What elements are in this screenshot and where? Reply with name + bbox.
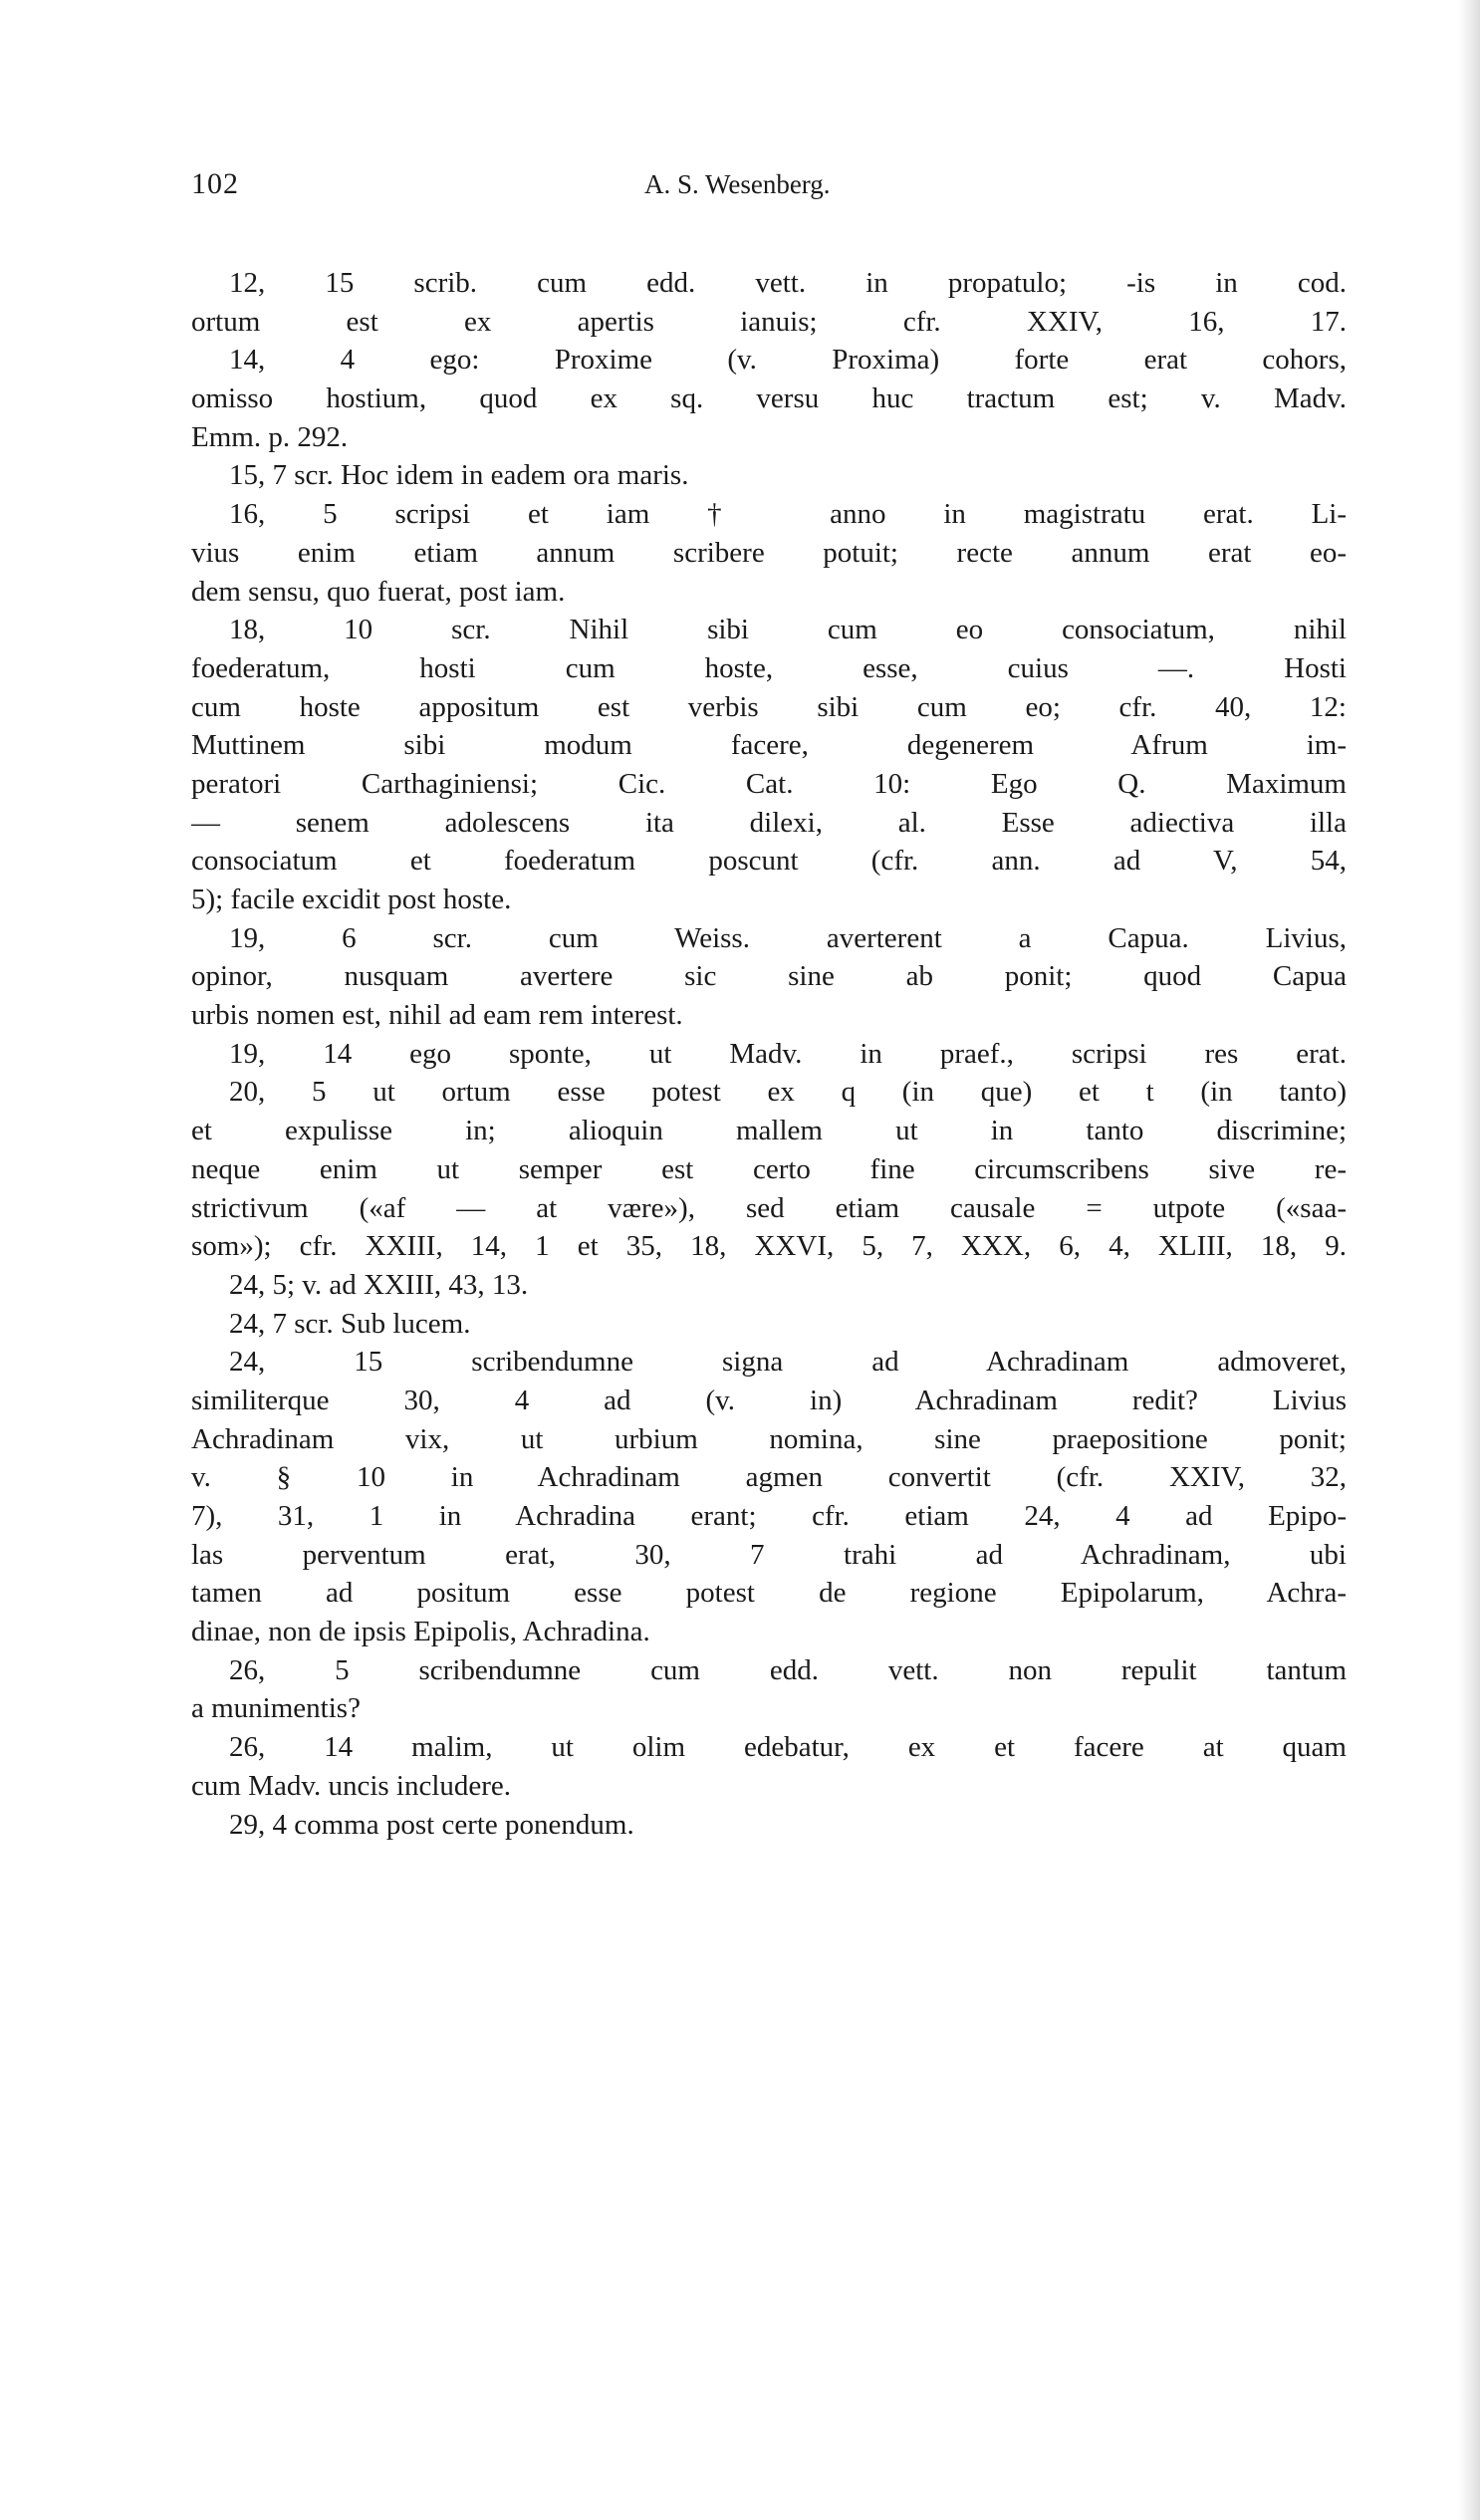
text-line: 5); facile excidit post hoste. bbox=[191, 883, 512, 915]
text-line: som»); cfr. XXIII, 14, 1 et 35, 18, XXVI, 5, 7, XXX, 6, 4, XLIII, 18, 9. bbox=[191, 1230, 1347, 1263]
text-line: 24, 7 scr. Sub lucem. bbox=[229, 1307, 471, 1340]
text-line: 16, 5 scripsi et iam † anno in magistratu erat. Li- bbox=[229, 498, 1347, 531]
page-edge-shadow bbox=[1458, 0, 1480, 2520]
text-line: 26, 14 malim, ut olim edebatur, ex et facere at quam bbox=[229, 1731, 1347, 1764]
text-line: a munimentis? bbox=[191, 1692, 361, 1725]
text-line: consociatum et foederatum poscunt (cfr. ann. ad V, 54, bbox=[191, 845, 1347, 878]
text-line: opinor, nusquam avertere sic sine ab ponit; quod Capua bbox=[191, 960, 1347, 993]
text-line: et expulisse in; alioquin mallem ut in tanto discrimine; bbox=[191, 1115, 1347, 1147]
text-line: Muttinem sibi modum facere, degenerem Afrum im- bbox=[191, 729, 1347, 762]
text-line: 15, 7 scr. Hoc idem in eadem ora maris. bbox=[229, 459, 689, 492]
text-line: similiterque 30, 4 ad (v. in) Achradinam redit? Livius bbox=[191, 1384, 1347, 1416]
text-line: v. § 10 in Achradinam agmen convertit (cfr. XXIV, 32, bbox=[191, 1461, 1347, 1494]
text-line: dinae, non de ipsis Epipolis, Achradina. bbox=[191, 1616, 650, 1648]
text-line: 18, 10 scr. Nihil sibi cum eo consociatum, nihil bbox=[229, 614, 1347, 646]
page-number: 102 bbox=[191, 167, 239, 200]
text-line: urbis nomen est, nihil ad eam rem interest. bbox=[191, 999, 683, 1032]
text-line: omisso hostium, quod ex sq. versu huc tractum est; v. Madv. bbox=[191, 382, 1347, 415]
text-line: vius enim etiam annum scribere potuit; recte annum erat eo- bbox=[191, 536, 1347, 569]
text-line: 24, 15 scribendumne signa ad Achradinam admoveret, bbox=[229, 1346, 1347, 1379]
text-line: tamen ad positum esse potest de regione Epipolarum, Achra- bbox=[191, 1577, 1347, 1610]
text-line: — senem adolescens ita dilexi, al. Esse adiectiva illa bbox=[191, 806, 1347, 839]
text-line: 12, 15 scrib. cum edd. vett. in propatulo; -is in cod. bbox=[229, 267, 1347, 299]
text-line: cum Madv. uncis includere. bbox=[191, 1769, 512, 1802]
text-line: dem sensu, quo fuerat, post iam. bbox=[191, 575, 566, 608]
page-header bbox=[191, 167, 1347, 207]
text-line: ortum est ex apertis ianuis; cfr. XXIV, 16, 17. bbox=[191, 305, 1347, 338]
text-line: Achradinam vix, ut urbium nomina, sine praepositione ponit; bbox=[191, 1422, 1347, 1455]
text-line: 26, 5 scribendumne cum edd. vett. non repulit tantum bbox=[229, 1653, 1347, 1686]
text-line: 7), 31, 1 in Achradina erant; cfr. etiam 24, 4 ad Epipo- bbox=[191, 1500, 1347, 1532]
text-line: 29, 4 comma post certe ponendum. bbox=[229, 1808, 634, 1841]
text-line: Emm. p. 292. bbox=[191, 420, 349, 453]
text-line: peratori Carthaginiensi; Cic. Cat. 10: Ego Q. Maximum bbox=[191, 767, 1347, 800]
commentary-text bbox=[191, 264, 1347, 1844]
text-line: las perventum erat, 30, 7 trahi ad Achradinam, ubi bbox=[191, 1538, 1347, 1571]
text-line: 24, 5; v. ad XXIII, 43, 13. bbox=[229, 1268, 529, 1301]
text-line: strictivum («af — at være»), sed etiam causale = utpote («saa- bbox=[191, 1191, 1347, 1224]
text-line: 19, 6 scr. cum Weiss. averterent a Capua. Livius, bbox=[229, 921, 1347, 954]
text-line: 19, 14 ego sponte, ut Madv. in praef., scripsi res erat. bbox=[229, 1037, 1347, 1070]
text-line: foederatum, hosti cum hoste, esse, cuius —. Hosti bbox=[191, 651, 1347, 684]
text-line: neque enim ut semper est certo fine circumscribens sive re- bbox=[191, 1152, 1347, 1185]
text-line: cum hoste appositum est verbis sibi cum eo; cfr. 40, 12: bbox=[191, 690, 1347, 723]
text-line: 20, 5 ut ortum esse potest ex q (in que) et t (in tanto) bbox=[229, 1076, 1347, 1109]
text-line: 14, 4 ego: Proxime (v. Proxima) forte erat cohors, bbox=[229, 344, 1347, 377]
running-head: A. S. Wesenberg. bbox=[644, 169, 831, 199]
